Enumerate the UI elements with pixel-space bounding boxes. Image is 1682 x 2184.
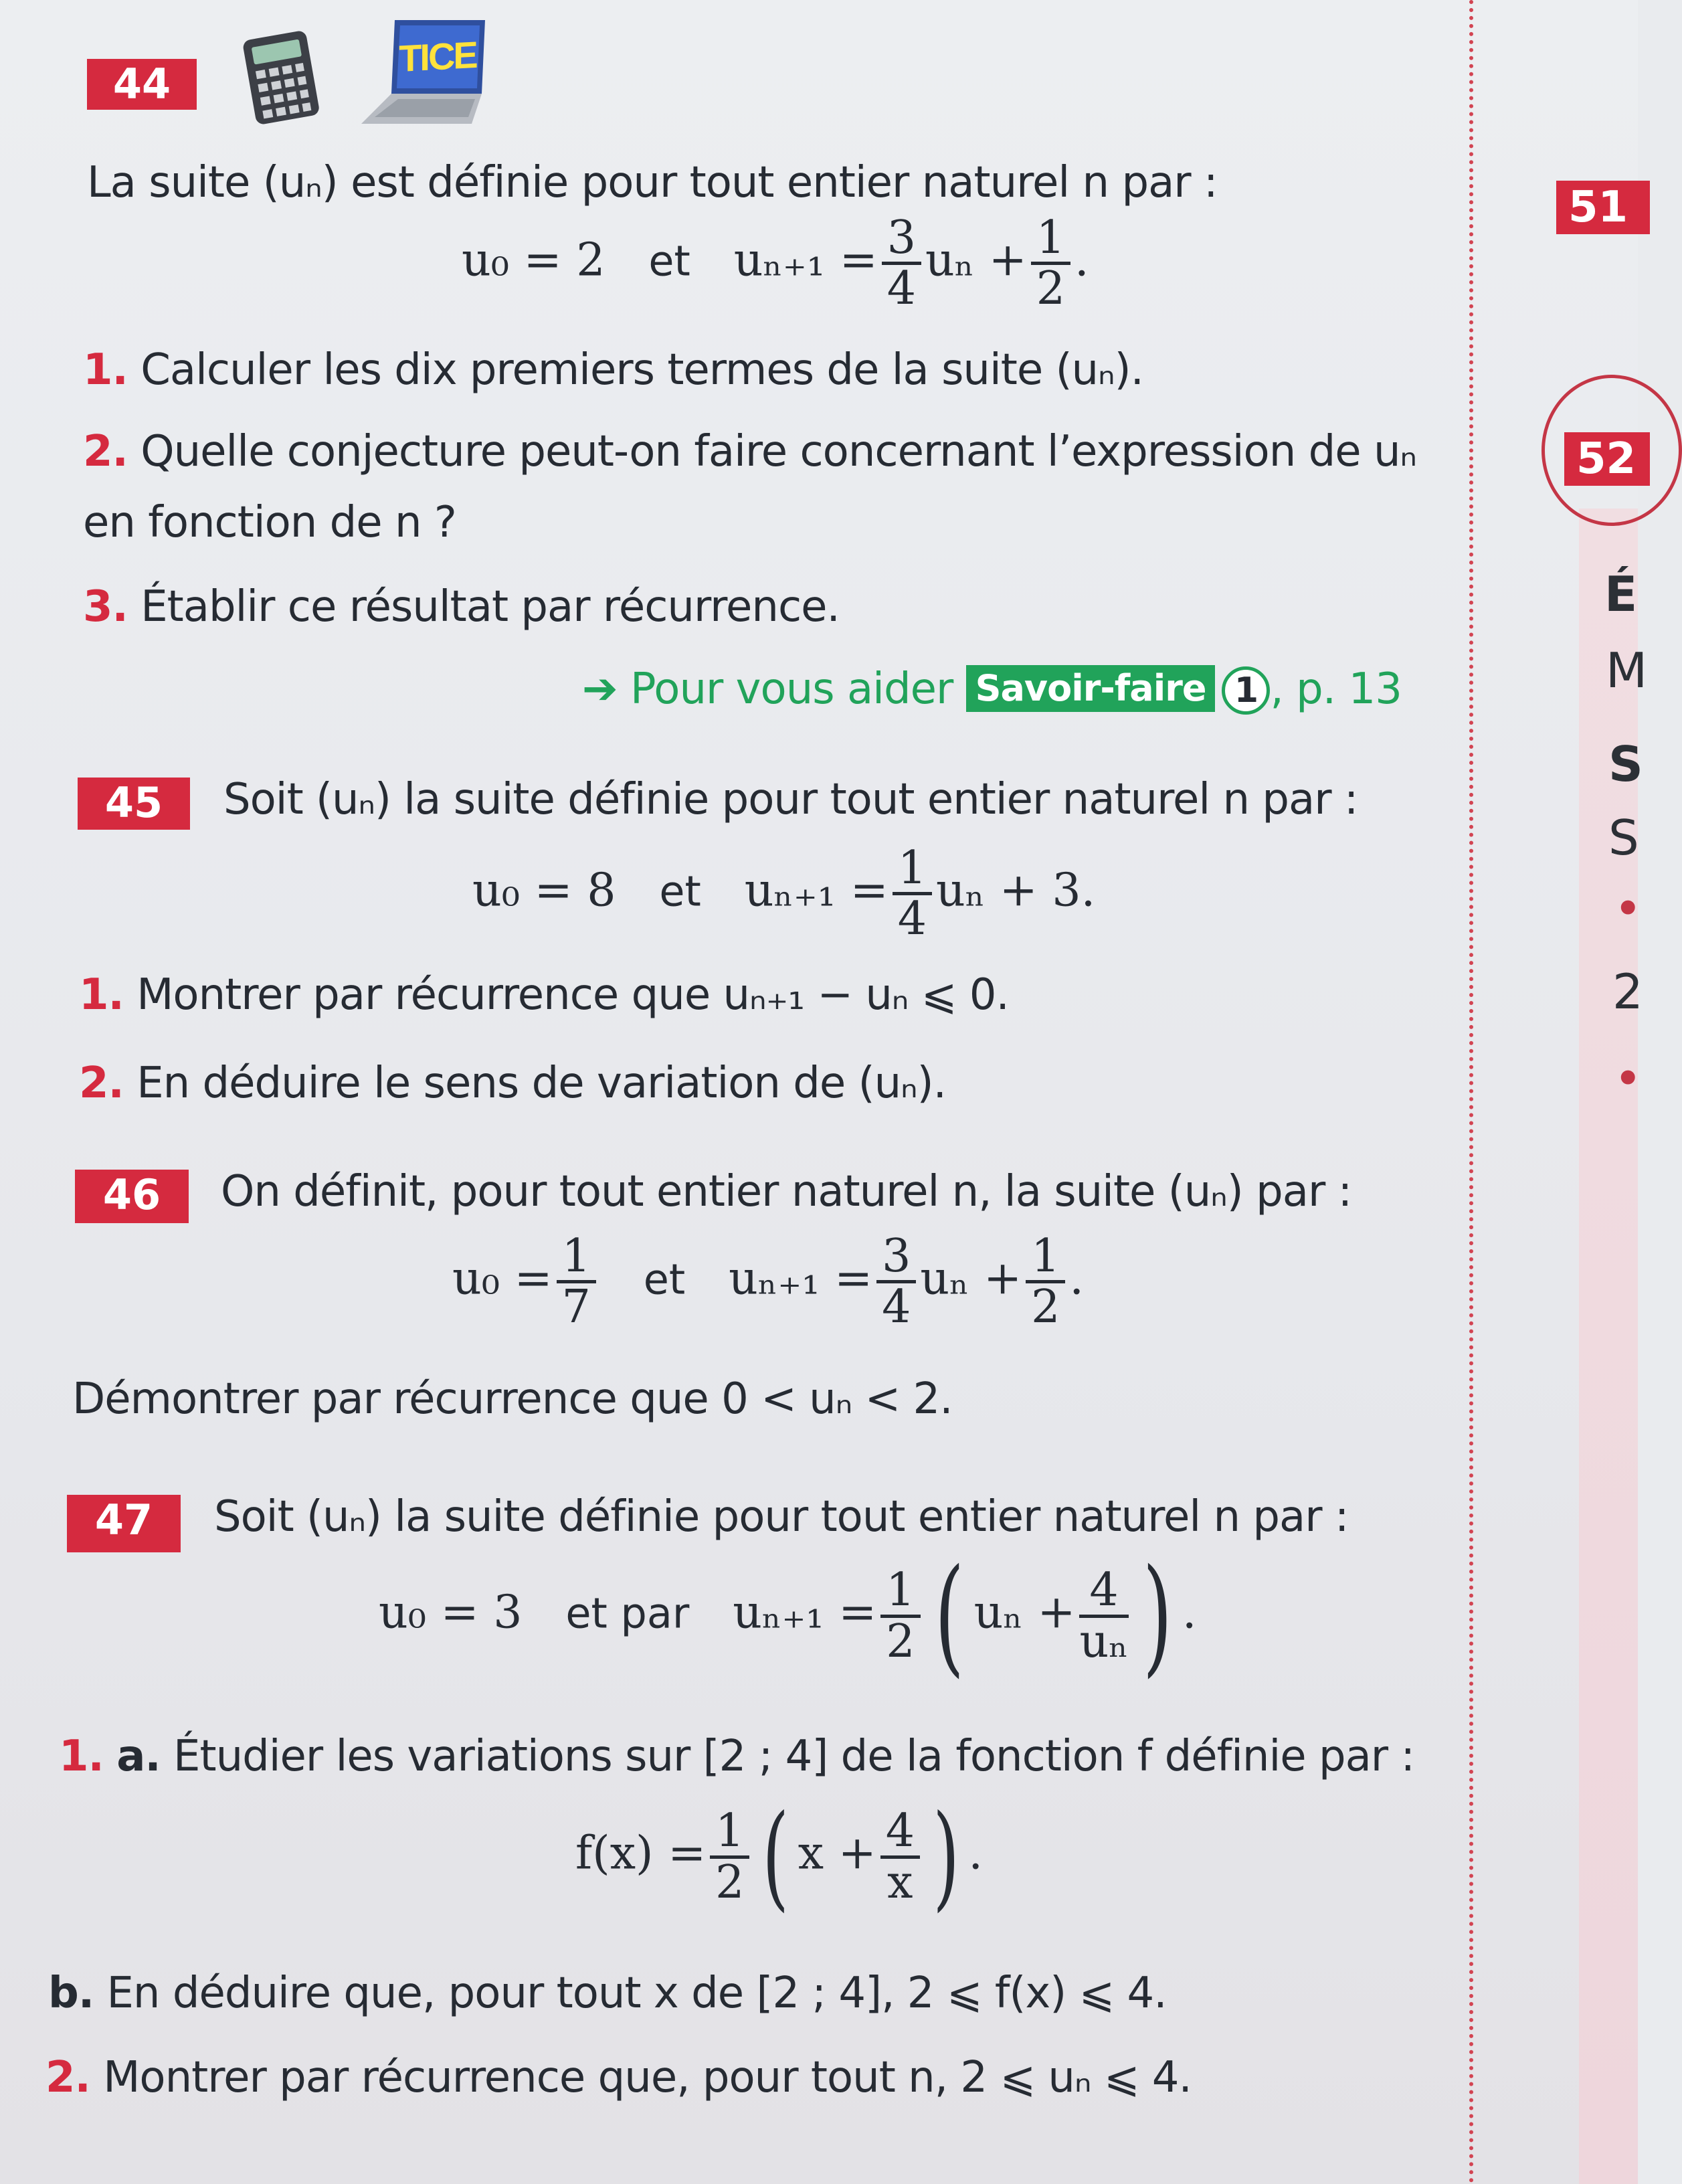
ex45-q1: 1. Montrer par récurrence que uₙ₊₁ − uₙ ⩽ 0. bbox=[79, 970, 1009, 1020]
ex45-definition: u₀ = 8 et uₙ₊₁ = $\frac{1}{4}$ uₙ + 3. bbox=[472, 842, 1096, 946]
next-col-char-7: • bbox=[1614, 1051, 1643, 1107]
exercise-47-badge: 47 bbox=[67, 1495, 181, 1552]
ex44-mid: uₙ + bbox=[925, 234, 1027, 287]
ex46-frac-3-4: $\frac{3}{4}$ bbox=[876, 1233, 916, 1332]
ex46-question: Démontrer par récurrence que 0 < uₙ < 2. bbox=[72, 1374, 953, 1424]
ex47-q1b: b. En déduire que, pour tout x de [2 ; 4], 2 ⩽ f(x) ⩽ 4. bbox=[48, 1969, 1167, 2018]
next-col-char-5: • bbox=[1614, 881, 1643, 937]
ex47-open-paren: ( bbox=[934, 1542, 964, 1690]
ex44-q1: 1. Calculer les dix premiers termes de la suite (uₙ). bbox=[83, 345, 1143, 395]
ex44-q3: 3. Établir ce résultat par récurrence. bbox=[83, 582, 840, 632]
ex46-intro: On définit, pour tout entier naturel n, la suite (uₙ) par : bbox=[221, 1167, 1352, 1216]
calculator-icon bbox=[234, 27, 328, 127]
f-open-paren: ( bbox=[762, 1791, 789, 1923]
ex46-frac-1-2: $\frac{1}{2}$ bbox=[1026, 1233, 1065, 1332]
next-col-char-3: S bbox=[1608, 736, 1643, 792]
ex44-et: et bbox=[648, 236, 690, 286]
exercise-46-badge: 46 bbox=[75, 1170, 189, 1223]
ex44-u0: u₀ = 2 bbox=[462, 234, 605, 287]
ex44-frac-1-2: $\frac{1}{2}$ bbox=[1031, 214, 1070, 313]
ex47-intro: Soit (uₙ) la suite définie pour tout entier naturel n par : bbox=[214, 1492, 1349, 1542]
ex44-q2: 2. Quelle conjecture peut-on faire concernant l’expression de uₙ bbox=[83, 427, 1416, 476]
f-frac-1-2: $\frac{1}{2}$ bbox=[710, 1807, 749, 1906]
ex46-frac-1-7: $\frac{1}{7}$ bbox=[557, 1233, 596, 1332]
savoir-faire-badge: Savoir-faire bbox=[966, 665, 1216, 712]
ex47-q1a: 1. a. Étudier les variations sur [2 ; 4] de la fonction f définie par : bbox=[59, 1732, 1414, 1781]
ex47-frac-4-un: $\frac{4}{\text{uₙ}}$ bbox=[1079, 1564, 1129, 1668]
f-close-paren: ) bbox=[933, 1791, 960, 1923]
next-col-char-4: S bbox=[1608, 810, 1639, 866]
exercise-44-badge: 44 bbox=[87, 59, 197, 110]
ex45-q2: 2. En déduire le sens de variation de (uₙ). bbox=[79, 1059, 946, 1108]
ex44-q2-cont: en fonction de n ? bbox=[83, 498, 456, 547]
ex47-close-paren: ) bbox=[1142, 1542, 1172, 1690]
savoir-faire-number: 1 bbox=[1222, 666, 1270, 715]
next-col-char-6: 2 bbox=[1612, 964, 1643, 1020]
f-frac-4-x: $\frac{4}{x}$ bbox=[880, 1807, 920, 1906]
ex44-lhs: uₙ₊₁ = bbox=[733, 234, 878, 287]
next-col-char-2: M bbox=[1606, 642, 1648, 699]
ex47-q2: 2. Montrer par récurrence que, pour tout n, 2 ⩽ uₙ ⩽ 4. bbox=[45, 2053, 1192, 2102]
exercise-51-badge: 51 bbox=[1556, 181, 1650, 234]
ex47-f-definition: f(x) = $\frac{1}{2}$ ( x + $\frac{4}{x}$ ) . bbox=[575, 1791, 983, 1923]
ex44-frac-3-4: $\frac{3}{4}$ bbox=[882, 214, 921, 313]
next-col-char-1: É bbox=[1604, 566, 1638, 622]
ex47-frac-1-2: $\frac{1}{2}$ bbox=[880, 1566, 920, 1665]
ex46-definition: u₀ = $\frac{1}{7}$ et uₙ₊₁ = $\frac{3}{4}$ uₙ + $\frac{1}{2}$ . bbox=[452, 1230, 1085, 1334]
laptop-tice-icon bbox=[348, 13, 495, 134]
exercise-52-badge: 52 bbox=[1564, 432, 1650, 486]
ex45-intro: Soit (uₙ) la suite définie pour tout entier naturel n par : bbox=[223, 775, 1358, 824]
column-divider bbox=[1469, 0, 1473, 2184]
tice-label: TICE bbox=[399, 33, 476, 80]
ex44-definition: u₀ = 2 et uₙ₊₁ = $\frac{3}{4}$ uₙ + $\frac{1}{2}$ . bbox=[462, 211, 1089, 316]
ex44-intro: La suite (uₙ) est définie pour tout entier naturel n par : bbox=[87, 158, 1218, 207]
ex45-frac-1-4: $\frac{1}{4}$ bbox=[893, 844, 932, 943]
ex44-help-link[interactable]: ➔ Pour vous aider Savoir-faire 1 , p. 13 bbox=[582, 664, 1402, 714]
exercise-45-badge: 45 bbox=[78, 778, 190, 830]
ex47-definition: u₀ = 3 et par uₙ₊₁ = $\frac{1}{2}$ ( uₙ + $\frac{4}{\text{uₙ}}$ ) . bbox=[379, 1542, 1197, 1690]
